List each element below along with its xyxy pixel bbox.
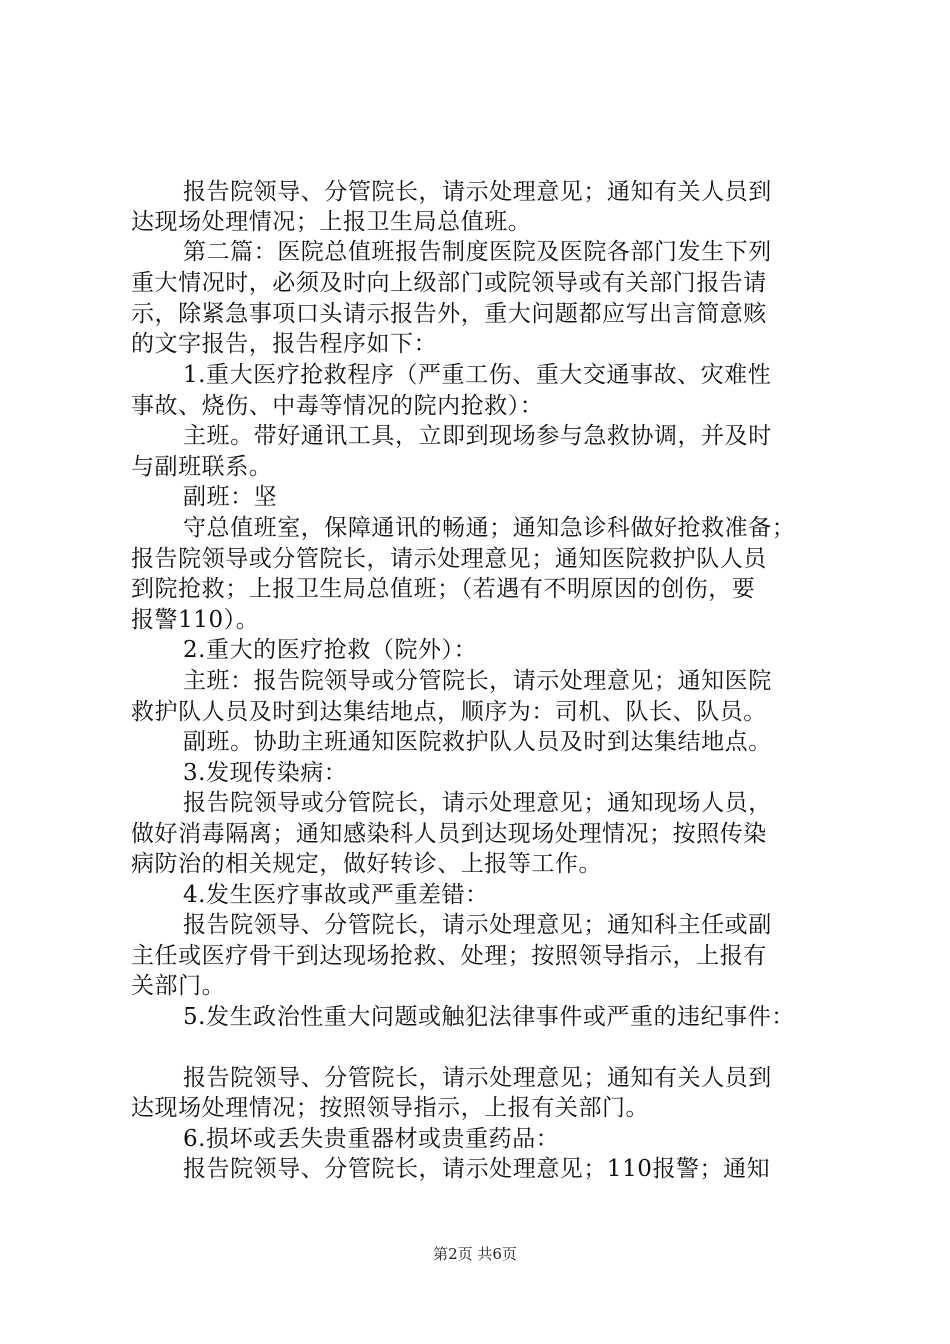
text-line: 关部门。	[131, 973, 226, 999]
text-line: 1.重大医疗抢救程序（严重工伤、重大交通事故、灾难性	[183, 362, 772, 388]
text-line: 与副班联系。	[131, 454, 273, 480]
text-line: 报告院领导、分管院长，请示处理意见；通知有关人员到	[183, 1065, 772, 1091]
text-line: 3.发现传染病：	[183, 760, 348, 786]
text-line: 5.发生政治性重大问题或触犯法律事件或严重的违纪事件：	[183, 1004, 795, 1030]
text-line: 报告院领导、分管院长，请示处理意见；110报警；通知	[183, 1156, 771, 1182]
text-line: 第二篇：医院总值班报告制度医院及医院各部门发生下列	[183, 239, 772, 265]
text-line: 报告院领导或分管院长，请示处理意见；通知医院救护队人员	[131, 546, 767, 572]
text-line: 达现场处理情况；上报卫生局总值班。	[131, 209, 532, 235]
text-line: 报警110）。	[131, 607, 260, 633]
text-line: 6.损坏或丢失贵重器材或贵重药品：	[183, 1126, 560, 1152]
text-line: 守总值班室，保障通讯的畅通；通知急诊科做好抢救准备；	[183, 515, 796, 541]
text-line: 副班。协助主班通知医院救护队人员及时到达集结地点。	[183, 729, 772, 755]
text-line: 主班。带好通讯工具，立即到现场参与急救协调，并及时	[183, 423, 772, 449]
text-line: 的文字报告，报告程序如下：	[131, 331, 438, 357]
text-line: 救护队人员及时到达集结地点，顺序为：司机、队长、队员。	[131, 699, 767, 725]
text-line: 到院抢救；上报卫生局总值班；（若遇有不明原因的创伤，要	[131, 576, 756, 602]
text-line: 主班：报告院领导或分管院长，请示处理意见；通知医院	[183, 668, 772, 694]
text-line: 报告院领导、分管院长，请示处理意见；通知有关人员到	[183, 179, 772, 205]
text-line: 做好消毒隔离；通知感染科人员到达现场处理情况；按照传染	[131, 821, 767, 847]
text-line: 副班：坚	[183, 484, 278, 510]
text-line: 4.发生医疗事故或严重差错：	[183, 882, 489, 908]
text-line: 示，除紧急事项口头请示报告外，重大问题都应写出言简意赅	[131, 301, 767, 327]
text-line: 主任或医疗骨干到达现场抢救、处理；按照领导指示，上报有	[131, 943, 767, 969]
text-line: 2.重大的医疗抢救（院外）：	[183, 637, 478, 663]
text-line: 事故、烧伤、中毒等情况的院内抢救）：	[131, 393, 544, 419]
text-line: 病防治的相关规定，做好转诊、上报等工作。	[131, 851, 602, 877]
page-number-footer: 第2页 共6页	[433, 1245, 517, 1263]
text-line: 重大情况时，必须及时向上级部门或院领导或有关部门报告请	[131, 270, 767, 296]
text-line: 报告院领导、分管院长，请示处理意见；通知科主任或副	[183, 912, 772, 938]
text-line: 报告院领导或分管院长，请示处理意见；通知现场人员，	[183, 790, 772, 816]
text-line: 达现场处理情况；按照领导指示，上报有关部门。	[131, 1095, 650, 1121]
